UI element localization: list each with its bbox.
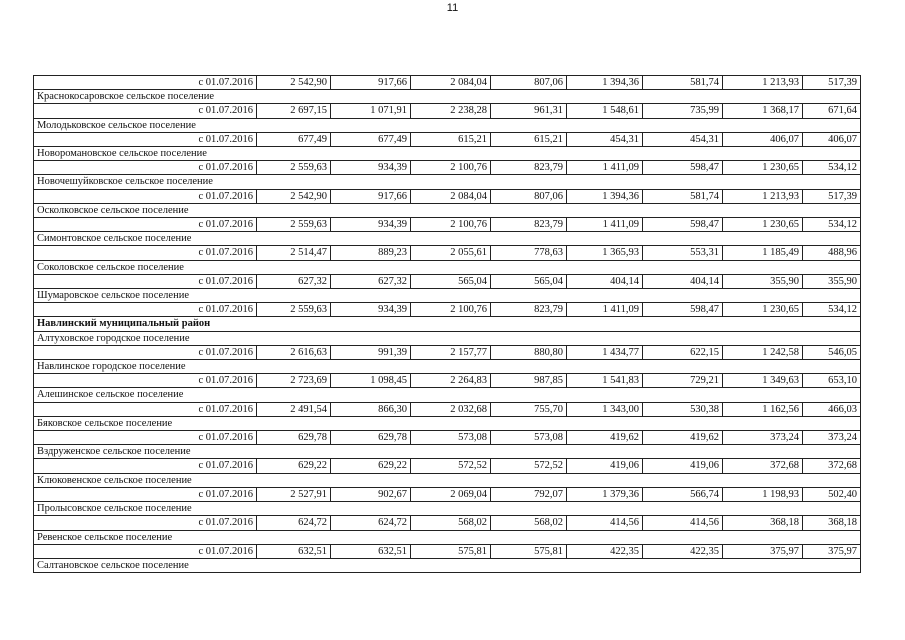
settlement-name: Соколовское сельское поселение [34,260,861,274]
effective-date-cell: с 01.07.2016 [34,132,257,146]
page-number: 11 [446,2,459,14]
value-cell: 629,22 [331,459,411,473]
value-cell: 1 394,36 [567,189,643,203]
value-cell: 404,14 [643,274,723,288]
effective-date-cell: с 01.07.2016 [34,345,257,359]
value-cell: 1 185,49 [723,246,803,260]
settlement-heading-row [34,502,861,516]
district-name: Навлинский муниципальный район [34,317,861,331]
value-cell: 2 542,90 [257,189,331,203]
value-cell: 1 411,09 [567,303,643,317]
value-cell: 2 264,83 [411,374,491,388]
value-cell: 565,04 [411,274,491,288]
value-cell: 375,97 [723,544,803,558]
settlement-name: Ревенское сельское поселение [34,530,861,544]
table-row [34,218,861,232]
value-cell: 375,97 [803,544,861,558]
value-cell: 406,07 [723,132,803,146]
table-row [34,274,861,288]
value-cell: 632,51 [331,544,411,558]
value-cell: 624,72 [257,516,331,530]
settlement-name: Молодьковское сельское поселение [34,118,861,132]
settlement-heading-row [34,473,861,487]
settlement-name: Алешинское сельское поселение [34,388,861,402]
value-cell: 1 548,61 [567,104,643,118]
value-cell: 419,62 [567,431,643,445]
value-cell: 677,49 [331,132,411,146]
value-cell: 823,79 [491,218,567,232]
effective-date-cell: с 01.07.2016 [34,402,257,416]
settlement-name: Шумаровское сельское поселение [34,289,861,303]
value-cell: 2 491,54 [257,402,331,416]
value-cell: 1 213,93 [723,76,803,90]
value-cell: 2 032,68 [411,402,491,416]
value-cell: 502,40 [803,487,861,501]
value-cell: 2 514,47 [257,246,331,260]
value-cell: 778,63 [491,246,567,260]
value-cell: 422,35 [567,544,643,558]
effective-date-cell: с 01.07.2016 [34,246,257,260]
value-cell: 1 230,65 [723,303,803,317]
value-cell: 1 230,65 [723,161,803,175]
value-cell: 572,52 [491,459,567,473]
value-cell: 454,31 [643,132,723,146]
table-row [34,544,861,558]
value-cell: 534,12 [803,161,861,175]
value-cell: 934,39 [331,303,411,317]
value-cell: 1 541,83 [567,374,643,388]
table-row [34,516,861,530]
value-cell: 568,02 [491,516,567,530]
value-cell: 534,12 [803,218,861,232]
value-cell: 807,06 [491,76,567,90]
table-row [34,132,861,146]
value-cell: 454,31 [567,132,643,146]
value-cell: 534,12 [803,303,861,317]
settlement-heading-row [34,558,861,572]
value-cell: 632,51 [257,544,331,558]
value-cell: 466,03 [803,402,861,416]
effective-date-cell: с 01.07.2016 [34,189,257,203]
value-cell: 2 100,76 [411,218,491,232]
value-cell: 414,56 [567,516,643,530]
table-row [34,402,861,416]
value-cell: 2 542,90 [257,76,331,90]
table-row [34,345,861,359]
value-cell: 902,67 [331,487,411,501]
value-cell: 2 055,61 [411,246,491,260]
value-cell: 372,68 [723,459,803,473]
value-cell: 2 157,77 [411,345,491,359]
value-cell: 987,85 [491,374,567,388]
value-cell: 598,47 [643,303,723,317]
value-cell: 2 100,76 [411,161,491,175]
value-cell: 414,56 [643,516,723,530]
value-cell: 1 242,58 [723,345,803,359]
value-cell: 572,52 [411,459,491,473]
settlement-name: Новоромановское сельское поселение [34,147,861,161]
value-cell: 934,39 [331,218,411,232]
value-cell: 419,06 [567,459,643,473]
settlement-name: Бяковское сельское поселение [34,416,861,430]
value-cell: 2 559,63 [257,218,331,232]
table-row [34,487,861,501]
value-cell: 755,70 [491,402,567,416]
table-body [34,76,861,573]
table-row [34,303,861,317]
value-cell: 629,78 [257,431,331,445]
settlement-heading-row [34,175,861,189]
settlement-name: Вздруженское сельское поселение [34,445,861,459]
effective-date-cell: с 01.07.2016 [34,76,257,90]
value-cell: 575,81 [491,544,567,558]
value-cell: 961,31 [491,104,567,118]
effective-date-cell: с 01.07.2016 [34,459,257,473]
value-cell: 1 343,00 [567,402,643,416]
settlement-heading-row [34,445,861,459]
value-cell: 627,32 [257,274,331,288]
settlement-name: Навлинское городское поселение [34,360,861,374]
value-cell: 622,15 [643,345,723,359]
value-cell: 598,47 [643,161,723,175]
value-cell: 729,21 [643,374,723,388]
value-cell: 1 349,63 [723,374,803,388]
settlement-name: Осколковское сельское поселение [34,203,861,217]
value-cell: 1 368,17 [723,104,803,118]
table-row [34,189,861,203]
settlement-heading-row [34,289,861,303]
value-cell: 575,81 [411,544,491,558]
value-cell: 629,22 [257,459,331,473]
value-cell: 581,74 [643,189,723,203]
tariff-table [33,75,861,573]
value-cell: 568,02 [411,516,491,530]
value-cell: 1 230,65 [723,218,803,232]
value-cell: 546,05 [803,345,861,359]
value-cell: 2 084,04 [411,76,491,90]
settlement-name: Алтуховское городское поселение [34,331,861,345]
value-cell: 880,80 [491,345,567,359]
value-cell: 355,90 [803,274,861,288]
value-cell: 917,66 [331,189,411,203]
value-cell: 1 071,91 [331,104,411,118]
value-cell: 823,79 [491,303,567,317]
effective-date-cell: с 01.07.2016 [34,104,257,118]
value-cell: 598,47 [643,218,723,232]
value-cell: 419,62 [643,431,723,445]
value-cell: 2 559,63 [257,303,331,317]
settlement-heading-row [34,232,861,246]
value-cell: 1 434,77 [567,345,643,359]
value-cell: 1 098,45 [331,374,411,388]
effective-date-cell: с 01.07.2016 [34,544,257,558]
value-cell: 573,08 [491,431,567,445]
district-heading-row [34,317,861,331]
effective-date-cell: с 01.07.2016 [34,161,257,175]
value-cell: 1 394,36 [567,76,643,90]
value-cell: 934,39 [331,161,411,175]
value-cell: 2 100,76 [411,303,491,317]
table-row [34,104,861,118]
value-cell: 1 379,36 [567,487,643,501]
value-cell: 1 213,93 [723,189,803,203]
value-cell: 372,68 [803,459,861,473]
settlement-heading-row [34,203,861,217]
effective-date-cell: с 01.07.2016 [34,274,257,288]
settlement-name: Симонтовское сельское поселение [34,232,861,246]
value-cell: 517,39 [803,76,861,90]
value-cell: 422,35 [643,544,723,558]
value-cell: 404,14 [567,274,643,288]
table-row [34,161,861,175]
settlement-heading-row [34,416,861,430]
settlement-heading-row [34,118,861,132]
settlement-heading-row [34,388,861,402]
value-cell: 419,06 [643,459,723,473]
effective-date-cell: с 01.07.2016 [34,218,257,232]
value-cell: 530,38 [643,402,723,416]
table-row [34,246,861,260]
table-row [34,374,861,388]
settlement-heading-row [34,331,861,345]
value-cell: 1 198,93 [723,487,803,501]
value-cell: 573,08 [411,431,491,445]
settlement-heading-row [34,90,861,104]
value-cell: 2 616,63 [257,345,331,359]
effective-date-cell: с 01.07.2016 [34,487,257,501]
value-cell: 488,96 [803,246,861,260]
table-row [34,431,861,445]
value-cell: 406,07 [803,132,861,146]
value-cell: 2 697,15 [257,104,331,118]
value-cell: 624,72 [331,516,411,530]
settlement-name: Клюковенское сельское поселение [34,473,861,487]
value-cell: 627,32 [331,274,411,288]
value-cell: 677,49 [257,132,331,146]
value-cell: 566,74 [643,487,723,501]
settlement-name: Новочешуйковское сельское поселение [34,175,861,189]
effective-date-cell: с 01.07.2016 [34,303,257,317]
value-cell: 866,30 [331,402,411,416]
value-cell: 889,23 [331,246,411,260]
value-cell: 653,10 [803,374,861,388]
effective-date-cell: с 01.07.2016 [34,431,257,445]
settlement-heading-row [34,260,861,274]
settlement-heading-row [34,147,861,161]
value-cell: 1 365,93 [567,246,643,260]
value-cell: 565,04 [491,274,567,288]
value-cell: 581,74 [643,76,723,90]
value-cell: 629,78 [331,431,411,445]
value-cell: 517,39 [803,189,861,203]
value-cell: 671,64 [803,104,861,118]
value-cell: 807,06 [491,189,567,203]
table-row [34,459,861,473]
value-cell: 615,21 [411,132,491,146]
value-cell: 373,24 [803,431,861,445]
effective-date-cell: с 01.07.2016 [34,374,257,388]
settlement-name: Пролысовское сельское поселение [34,502,861,516]
table-row [34,76,861,90]
value-cell: 553,31 [643,246,723,260]
value-cell: 917,66 [331,76,411,90]
value-cell: 1 411,09 [567,161,643,175]
value-cell: 2 084,04 [411,189,491,203]
value-cell: 2 723,69 [257,374,331,388]
value-cell: 373,24 [723,431,803,445]
value-cell: 2 238,28 [411,104,491,118]
value-cell: 735,99 [643,104,723,118]
value-cell: 2 559,63 [257,161,331,175]
value-cell: 615,21 [491,132,567,146]
value-cell: 991,39 [331,345,411,359]
value-cell: 368,18 [723,516,803,530]
settlement-heading-row [34,530,861,544]
value-cell: 2 069,04 [411,487,491,501]
value-cell: 1 411,09 [567,218,643,232]
settlement-name: Салтановское сельское поселение [34,558,861,572]
effective-date-cell: с 01.07.2016 [34,516,257,530]
value-cell: 1 162,56 [723,402,803,416]
settlement-heading-row [34,360,861,374]
value-cell: 355,90 [723,274,803,288]
value-cell: 823,79 [491,161,567,175]
value-cell: 2 527,91 [257,487,331,501]
value-cell: 792,07 [491,487,567,501]
settlement-name: Краснокосаровское сельское поселение [34,90,861,104]
value-cell: 368,18 [803,516,861,530]
